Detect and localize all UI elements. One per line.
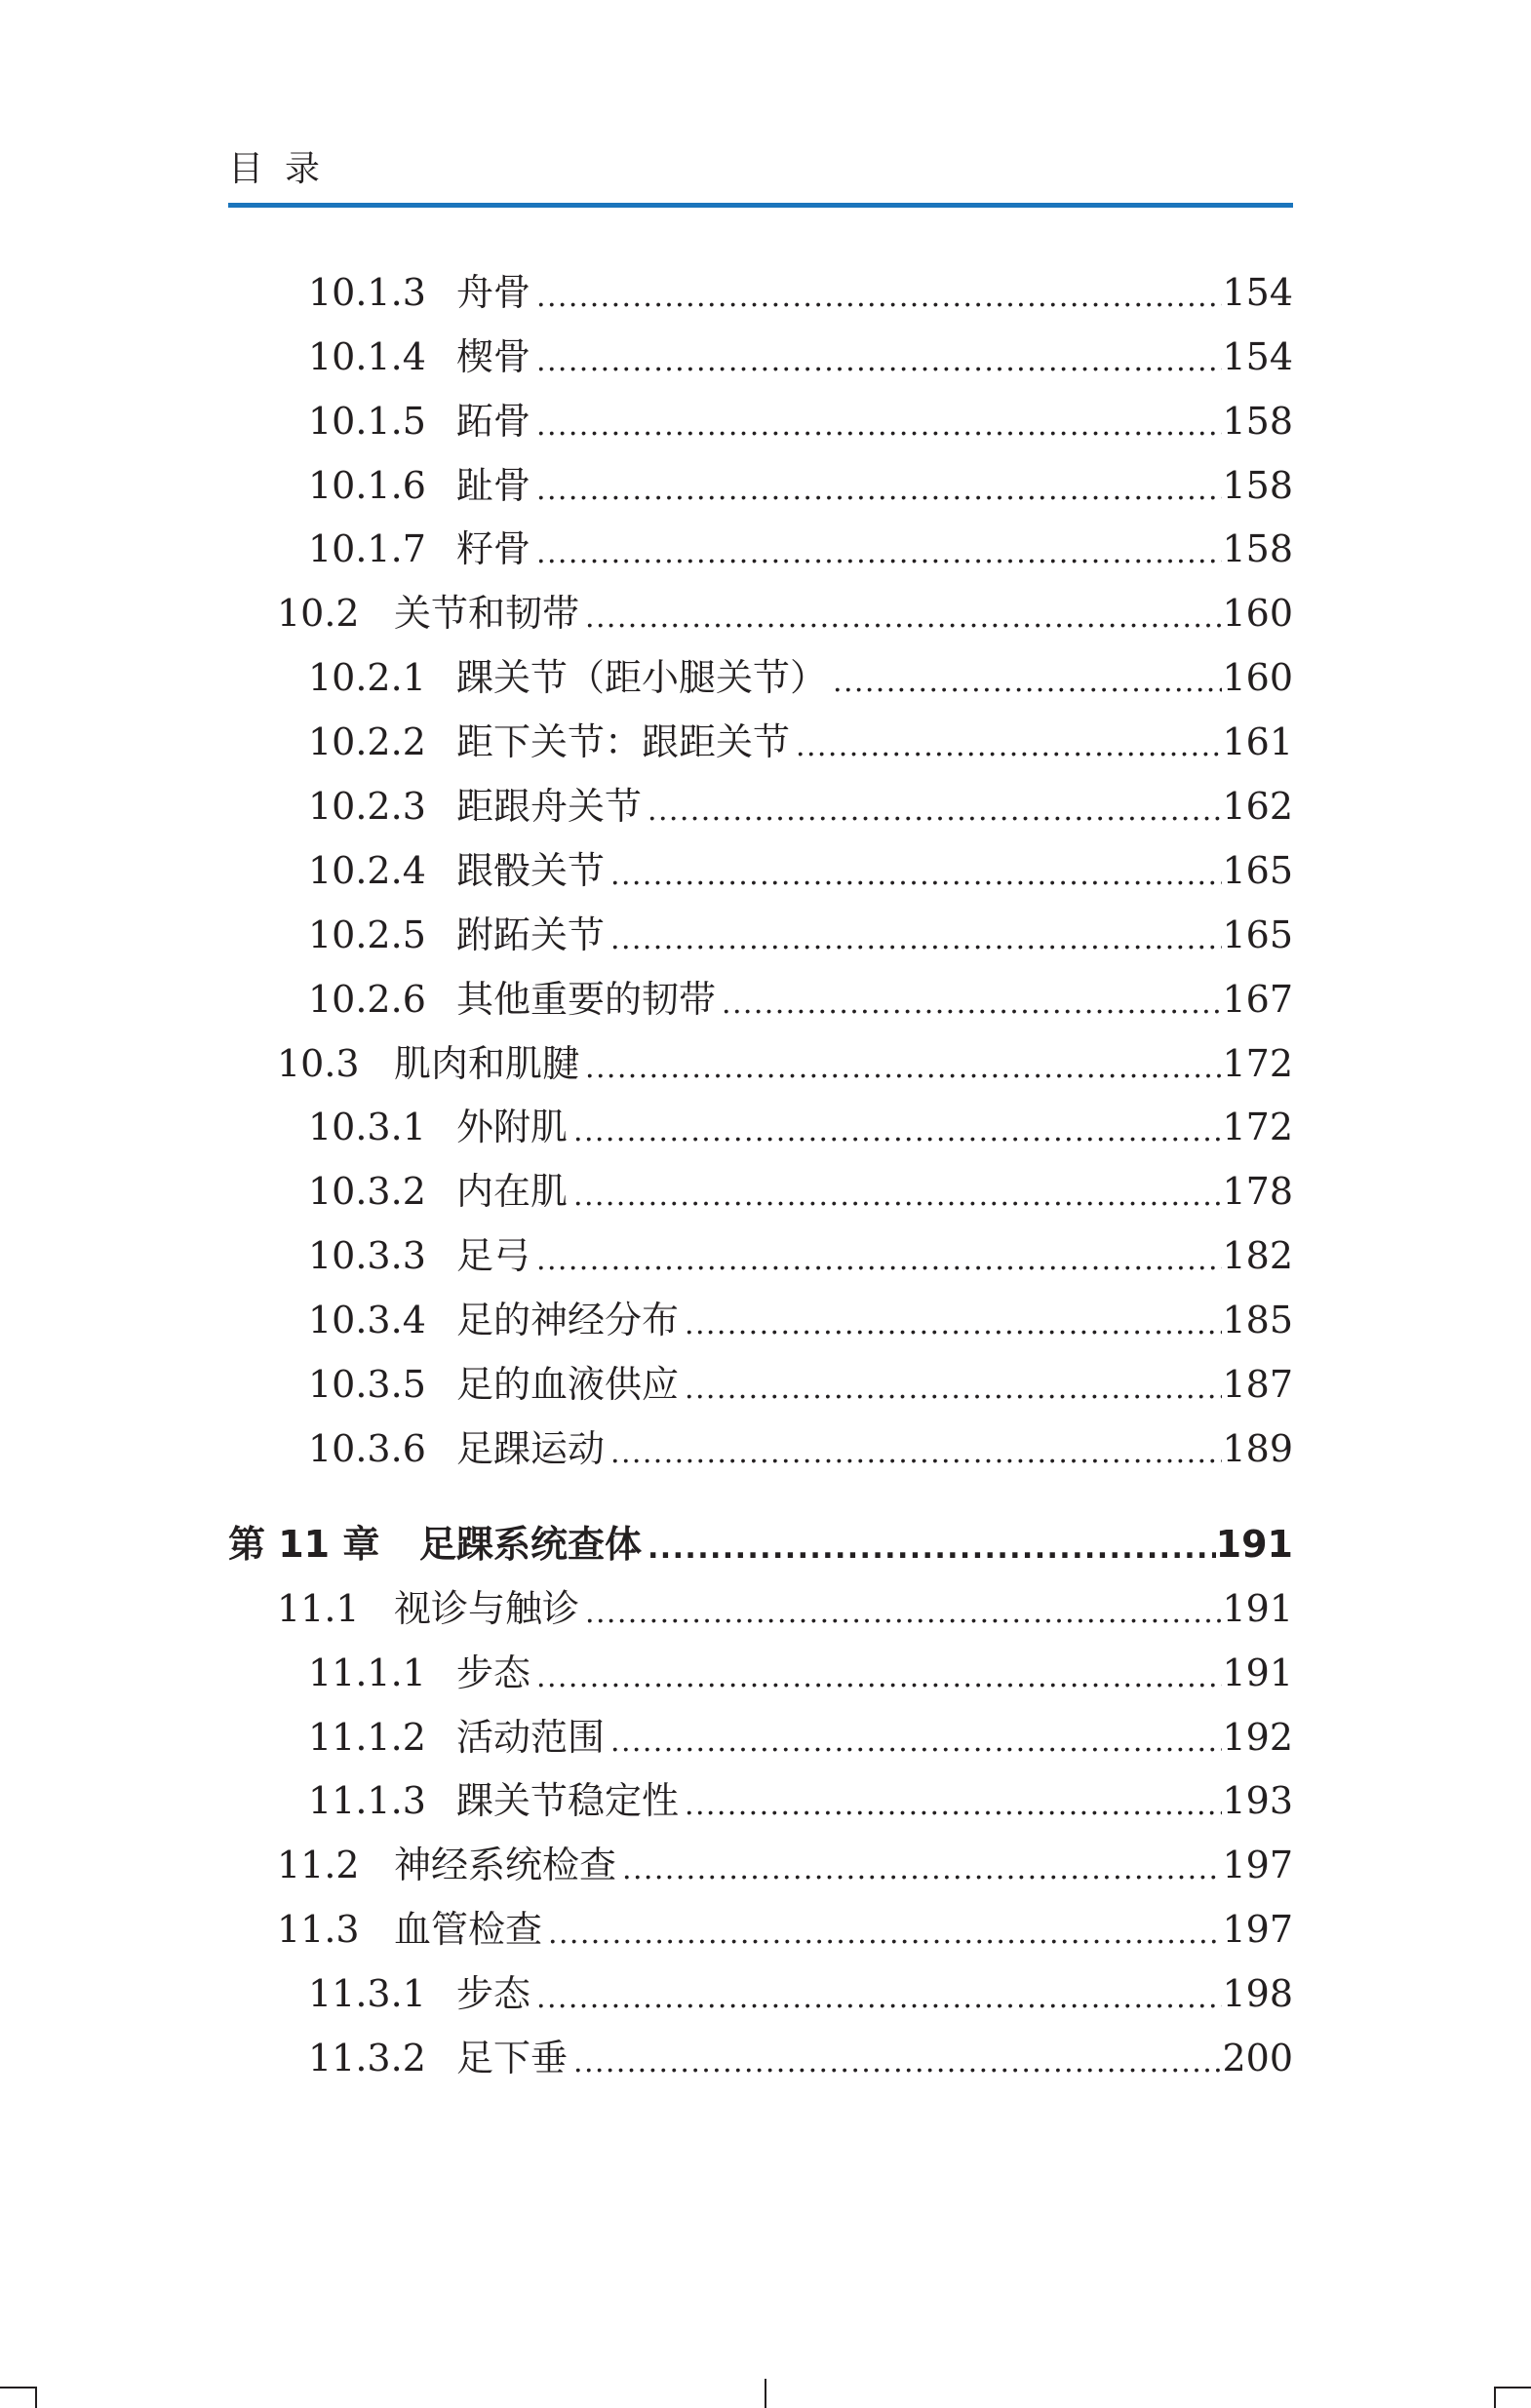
dot-leader: [536, 527, 1222, 570]
toc-entry-number: 10.3.3: [308, 1234, 426, 1278]
dot-leader: [722, 978, 1222, 1021]
toc-entry-number: 10.1.3: [308, 270, 426, 314]
toc-entry-number: 10.3: [277, 1041, 360, 1085]
toc-entry-title: 足踝系统查体: [419, 1522, 643, 1566]
toc-entry-title: 关节和韧带: [394, 592, 580, 636]
toc-entry-page-number: 167: [1222, 977, 1293, 1021]
toc-entry-title: 距跟舟关节: [456, 785, 643, 829]
toc-entry-number: 11.3: [277, 1908, 360, 1952]
table-of-contents: [228, 250, 1293, 2079]
dot-leader: [685, 1299, 1222, 1341]
toc-entry-page-number: 162: [1222, 785, 1293, 829]
toc-entry-page-number: 191: [1222, 1586, 1293, 1630]
toc-entry[interactable]: [228, 1822, 1293, 1886]
toc-entry-number: 10.2.4: [308, 848, 426, 892]
toc-entry-page-number: 185: [1222, 1299, 1293, 1342]
toc-entry-number: 10.1.7: [308, 527, 426, 571]
dot-leader: [610, 1716, 1222, 1759]
dot-leader: [536, 1234, 1222, 1277]
toc-entry-page-number: 193: [1222, 1779, 1293, 1823]
dot-leader: [685, 1779, 1222, 1822]
toc-entry-page-number: 178: [1222, 1170, 1293, 1214]
toc-entry-number: 11.1.2: [308, 1715, 426, 1759]
dot-leader: [585, 1042, 1222, 1085]
toc-entry-number: 10.2.2: [308, 720, 426, 764]
dot-leader: [610, 1427, 1222, 1470]
toc-entry-title: 足的神经分布: [456, 1299, 680, 1342]
toc-entry-page-number: 165: [1222, 848, 1293, 892]
toc-entry[interactable]: [228, 1148, 1293, 1213]
toc-entry[interactable]: [228, 1694, 1293, 1759]
toc-entry[interactable]: [228, 956, 1293, 1021]
crop-mark-bottom-left-v: [35, 2387, 37, 2408]
toc-entry-number: 11.3.2: [308, 2037, 426, 2080]
toc-entry[interactable]: [228, 1341, 1293, 1406]
toc-entry[interactable]: [228, 763, 1293, 828]
toc-entry-page-number: 161: [1222, 720, 1293, 764]
toc-entry-page-number: 154: [1222, 270, 1293, 314]
toc-entry-number: 11.2: [277, 1844, 360, 1887]
toc-entry-number: 11.3.1: [308, 1972, 426, 2016]
toc-entry-page-number: 172: [1222, 1041, 1293, 1085]
toc-entry-title: 跖骨: [456, 399, 531, 443]
toc-entry-title: 舟骨: [456, 270, 531, 314]
toc-entry[interactable]: [228, 1406, 1293, 1470]
toc-entry-title: 跟骰关节: [456, 848, 606, 892]
toc-entry-number: 10.3.5: [308, 1363, 426, 1407]
toc-entry-title: 肌肉和肌腱: [394, 1041, 580, 1085]
toc-entry-number: 10.3.2: [308, 1170, 426, 1214]
dot-leader: [648, 1523, 1216, 1566]
toc-entry-page-number: 197: [1222, 1908, 1293, 1952]
toc-entry-number: 10.2.5: [308, 913, 426, 956]
toc-entry[interactable]: [228, 250, 1293, 314]
toc-entry[interactable]: [228, 378, 1293, 443]
toc-chapter-entry[interactable]: [228, 1478, 1293, 1566]
dot-leader: [536, 1972, 1222, 2015]
toc-entry[interactable]: [228, 1886, 1293, 1951]
toc-entry-title: 足弓: [456, 1234, 531, 1278]
toc-entry-number: 10.1.4: [308, 334, 426, 378]
toc-entry-number: 10.1.5: [308, 399, 426, 443]
dot-leader: [536, 464, 1222, 507]
toc-entry-page-number: 165: [1222, 913, 1293, 956]
toc-entry-title: 跗跖关节: [456, 913, 606, 956]
toc-entry-title: 楔骨: [456, 334, 531, 378]
toc-entry-number: 10.2.1: [308, 656, 426, 700]
toc-entry-title: 籽骨: [456, 527, 531, 571]
toc-entry-number: 11.1.1: [308, 1651, 426, 1694]
dot-leader: [573, 1170, 1222, 1213]
toc-entry[interactable]: [228, 1213, 1293, 1277]
toc-entry[interactable]: [228, 1085, 1293, 1149]
toc-entry-page-number: 191: [1215, 1522, 1293, 1566]
header-title: 目录: [228, 149, 342, 189]
toc-entry-page-number: 158: [1222, 463, 1293, 507]
dot-leader: [536, 400, 1222, 443]
toc-entry[interactable]: [228, 1951, 1293, 2015]
toc-entry-title: 视诊与触诊: [394, 1586, 580, 1630]
toc-entry-page-number: 192: [1222, 1715, 1293, 1759]
dot-leader: [573, 2037, 1222, 2079]
toc-entry-title: 趾骨: [456, 463, 531, 507]
toc-entry-title: 其他重要的韧带: [456, 977, 717, 1021]
crop-mark-bottom-right: [1494, 2387, 1531, 2389]
dot-leader: [610, 849, 1222, 892]
running-header: [228, 148, 1293, 207]
toc-entry[interactable]: [228, 314, 1293, 378]
toc-entry-number: 第 11 章: [228, 1522, 380, 1566]
dot-leader: [622, 1844, 1222, 1886]
toc-entry-title: 步态: [456, 1651, 531, 1694]
dot-leader: [536, 1651, 1222, 1694]
toc-entry[interactable]: [228, 892, 1293, 956]
toc-entry[interactable]: [228, 1277, 1293, 1341]
toc-entry-page-number: 200: [1222, 2037, 1293, 2080]
dot-leader: [648, 785, 1222, 828]
toc-entry-number: 11.1: [277, 1586, 360, 1630]
toc-entry-page-number: 158: [1222, 399, 1293, 443]
toc-entry[interactable]: [228, 570, 1293, 635]
toc-entry-page-number: 187: [1222, 1363, 1293, 1407]
toc-entry-number: 10.3.4: [308, 1299, 426, 1342]
dot-leader: [833, 656, 1222, 699]
header-rule: [228, 203, 1293, 208]
toc-entry-number: 11.1.3: [308, 1779, 426, 1823]
toc-entry-page-number: 191: [1222, 1651, 1293, 1694]
toc-entry-title: 活动范围: [456, 1715, 606, 1759]
crop-mark-bottom-right-v: [1494, 2387, 1496, 2408]
toc-entry-title: 血管检查: [394, 1908, 543, 1952]
dot-leader: [536, 335, 1222, 378]
toc-entry-page-number: 182: [1222, 1234, 1293, 1278]
toc-entry[interactable]: [228, 699, 1293, 763]
toc-entry[interactable]: [228, 443, 1293, 507]
toc-entry-title: 足下垂: [456, 2037, 569, 2080]
toc-entry[interactable]: [228, 1630, 1293, 1694]
toc-entry[interactable]: [228, 828, 1293, 892]
dot-leader: [610, 913, 1222, 956]
crop-mark-bottom-left: [0, 2387, 35, 2389]
toc-entry-page-number: 160: [1222, 592, 1293, 636]
toc-entry[interactable]: [228, 1566, 1293, 1630]
toc-entry-number: 10.3.6: [308, 1426, 426, 1470]
toc-entry-title: 足的血液供应: [456, 1363, 680, 1407]
dot-leader: [585, 1587, 1222, 1630]
crop-mark-bottom-center: [765, 2379, 766, 2408]
toc-entry-number: 10.2.6: [308, 977, 426, 1021]
toc-entry-page-number: 154: [1222, 334, 1293, 378]
toc-entry-page-number: 189: [1222, 1426, 1293, 1470]
dot-leader: [796, 720, 1222, 763]
toc-entry-title: 足踝运动: [456, 1426, 606, 1470]
toc-entry-title: 踝关节稳定性: [456, 1779, 680, 1823]
toc-entry-number: 10.2: [277, 592, 360, 636]
toc-entry[interactable]: [228, 635, 1293, 699]
toc-entry-number: 10.1.6: [308, 463, 426, 507]
toc-entry[interactable]: [228, 2015, 1293, 2079]
dot-leader: [685, 1363, 1222, 1406]
toc-entry-page-number: 197: [1222, 1844, 1293, 1887]
toc-entry-title: 踝关节（距小腿关节）: [456, 656, 828, 700]
toc-entry-page-number: 158: [1222, 527, 1293, 571]
toc-entry-page-number: 198: [1222, 1972, 1293, 2016]
dot-leader: [536, 271, 1222, 314]
dot-leader: [585, 592, 1222, 635]
toc-entry[interactable]: [228, 1021, 1293, 1085]
dot-leader: [548, 1908, 1222, 1951]
toc-entry[interactable]: [228, 507, 1293, 571]
toc-entry-number: 10.2.3: [308, 785, 426, 829]
toc-entry-title: 距下关节：跟距关节: [456, 720, 791, 764]
toc-entry-title: 内在肌: [456, 1170, 569, 1214]
toc-entry[interactable]: [228, 1759, 1293, 1823]
toc-entry-title: 神经系统检查: [394, 1844, 617, 1887]
toc-entry-title: 步态: [456, 1972, 531, 2016]
toc-entry-title: 外附肌: [456, 1106, 569, 1149]
dot-leader: [573, 1106, 1222, 1148]
toc-entry-number: 10.3.1: [308, 1106, 426, 1149]
toc-entry-page-number: 160: [1222, 656, 1293, 700]
toc-entry-page-number: 172: [1222, 1106, 1293, 1149]
